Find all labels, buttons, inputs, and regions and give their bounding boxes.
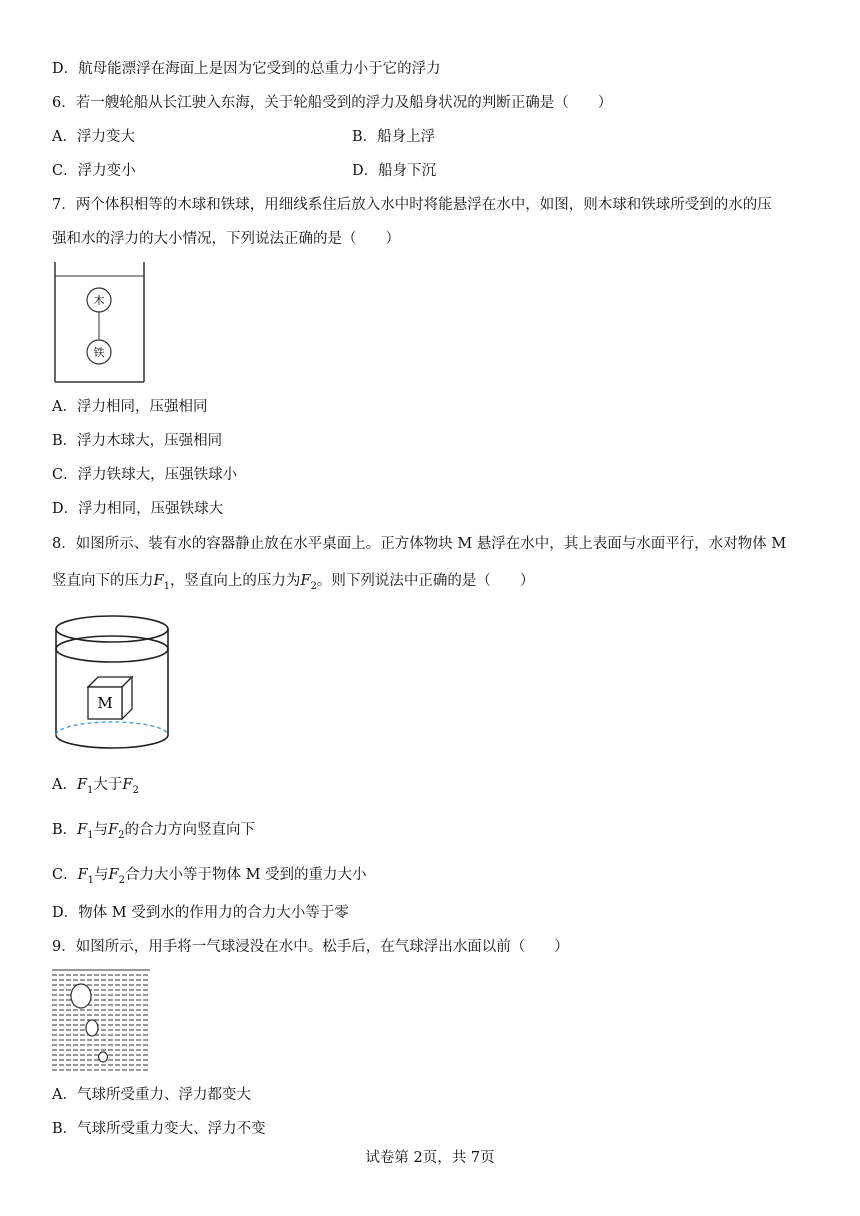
iron-ball-label: 铁	[93, 346, 105, 359]
q7-option-b: B．浮力木球大，压强相同	[52, 433, 223, 449]
q6-option-a: A．浮力变大	[52, 129, 135, 145]
q6-option-b: B．船身上浮	[352, 129, 436, 145]
q7-option-c: C．浮力铁球大，压强铁球小	[52, 467, 238, 483]
balloon-medium	[86, 1020, 98, 1036]
q6-option-d: D．船身下沉	[352, 163, 437, 179]
q7-figure-balls-in-water	[52, 260, 148, 384]
q7-option-a: A．浮力相同，压强相同	[52, 399, 208, 415]
q9-option-a: A．气球所受重力、浮力都变大	[52, 1087, 251, 1103]
q8-option-b: B．$F_1$与$F_2$的合力方向竖直向下	[52, 822, 256, 841]
q6-stem: 6．若一艘轮船从长江驶入东海，关于轮船受到的浮力及船身状况的判断正确是（ ）	[52, 95, 613, 111]
q8-stem-line2: 竖直向下的压力$F_1$，竖直向上的压力为$F_2$。则下列说法中正确的是（ ）	[52, 573, 535, 592]
q6-option-c: C．浮力变小	[52, 163, 136, 179]
q7-stem-line2: 强和水的浮力的大小情况，下列说法正确的是（ ）	[52, 231, 400, 247]
page-footer: 试卷第 2页，共 7页	[365, 1150, 495, 1166]
q7-stem-line1: 7．两个体积相等的木球和铁球，用细线系住后放入水中时将能悬浮在水中，如图，则木球和铁球所受到的水的压	[52, 197, 772, 213]
cube-m	[88, 677, 132, 719]
balloon-large	[71, 984, 91, 1008]
q8-figure-container-cube	[52, 611, 174, 753]
q9-stem: 9．如图所示，用手将一气球浸没在水中。松手后，在气球浮出水面以前（ ）	[52, 939, 569, 955]
q8-option-c: C．$F_1$与$F_2$合力大小等于物体 M 受到的重力大小	[52, 867, 367, 886]
balloon-small	[99, 1052, 108, 1062]
q8-option-d: D．物体 M 受到水的作用力的合力大小等于零	[52, 905, 349, 921]
q8-option-a: A．$F_1$大于$F_2$	[52, 777, 139, 796]
q9-figure-balloon-in-water	[52, 966, 152, 1076]
q5-option-d: D．航母能漂浮在海面上是因为它受到的总重力小于它的浮力	[52, 61, 441, 77]
q7-option-d: D．浮力相同，压强铁球大	[52, 501, 224, 517]
q8-stem-line1: 8．如图所示、装有水的容器静止放在水平桌面上。正方体物块 M 悬浮在水中，其上表面与水面平行，水对物体 M	[52, 536, 787, 552]
cube-m-label: M	[97, 694, 113, 712]
wood-ball-label: 木	[93, 294, 105, 307]
q9-option-b: B．气球所受重力变大、浮力不变	[52, 1121, 266, 1137]
